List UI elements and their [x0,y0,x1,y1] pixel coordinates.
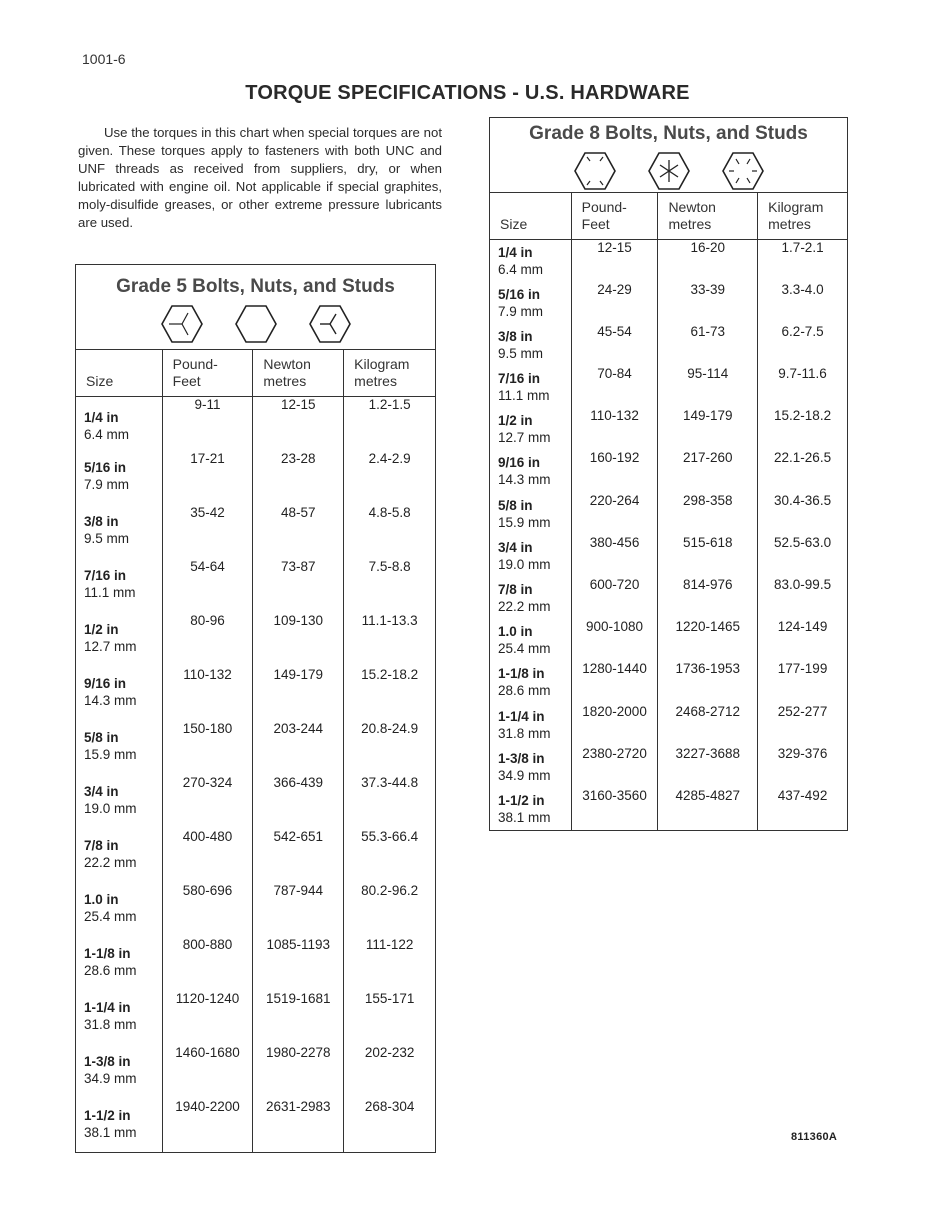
size-mm: 9.5 mm [84,530,130,546]
size-inch: 1.0 in [498,624,533,640]
pound-feet-value: 24-29 [571,282,658,324]
table-row [76,613,436,667]
size-cell [76,883,163,937]
size-cell [76,397,163,451]
hex-head-six-radial-icon [721,151,765,191]
newton-metres-value: 4285-4827 [658,788,758,830]
pound-feet-value: 1120-1240 [162,991,253,1045]
size-inch: 1/4 in [498,245,533,260]
size-inch: 1/2 in [84,621,119,637]
size-mm: 6.4 mm [84,427,130,442]
newton-metres-value: 787-944 [253,883,344,937]
hex-head-six-tick-icon [573,151,617,191]
pound-feet-value: 3160-3560 [571,788,658,830]
size-mm: 9.5 mm [498,345,544,361]
grade8-rows [490,240,848,831]
size-inch: 7/8 in [498,582,533,597]
newton-metres-value: 542-651 [253,829,344,883]
table-row [490,408,848,450]
size-cell [490,661,572,703]
size-mm: 31.8 mm [84,1016,137,1032]
table-row [76,721,436,775]
table-row [490,619,848,661]
kilogram-metres-value: 22.1-26.5 [758,450,848,492]
size-inch: 9/16 in [84,675,127,691]
pound-feet-value: 400-480 [162,829,253,883]
table-row [76,991,436,1045]
size-inch: 1-1/2 in [84,1107,131,1123]
intro-text: Use the torques in this chart when special torques are not given. These torques apply to fasteners with both UNC and UNF threads as received from suppliers, dry, or when lubricated with engine oil. Not applicable if special graphites, moly-disulfide greases, or other extreme pressure lubricants are used. [78,125,442,230]
newton-metres-value: 366-439 [253,775,344,829]
newton-metres-value: 95-114 [658,366,758,408]
newton-metres-value: 203-244 [253,721,344,775]
size-inch: 1-1/8 in [84,945,131,961]
kilogram-metres-value: 30.4-36.5 [758,493,848,535]
pound-feet-value: 70-84 [571,366,658,408]
newton-metres-value: 3227-3688 [658,746,758,788]
hex-head-three-marks-icon [160,304,204,344]
size-cell [490,704,572,746]
size-mm: 15.9 mm [498,514,551,530]
size-mm: 15.9 mm [84,746,137,762]
size-mm: 14.3 mm [84,692,137,708]
size-cell [76,559,163,613]
size-mm: 19.0 mm [84,800,137,816]
table-row [76,451,436,505]
size-inch: 1-1/2 in [498,792,545,808]
kilogram-metres-value: 3.3-4.0 [758,282,848,324]
page-number: 1001-6 [82,51,126,67]
kilogram-metres-value: 15.2-18.2 [758,408,848,450]
size-inch: 9/16 in [498,455,541,471]
pound-feet-value: 220-264 [571,493,658,535]
table-row [76,397,436,451]
size-inch: 1-1/4 in [84,999,131,1015]
size-mm: 38.1 mm [498,809,551,825]
newton-metres-value: 12-15 [253,397,344,451]
col-size: Size [490,193,572,240]
grade8-header [490,118,848,193]
table-row [490,282,848,324]
pound-feet-value: 110-132 [162,667,253,721]
pound-feet-value: 45-54 [571,324,658,366]
newton-metres-value: 1085-1193 [253,937,344,991]
pound-feet-value: 1460-1680 [162,1045,253,1099]
pound-feet-value: 80-96 [162,613,253,667]
newton-metres-value: 16-20 [658,240,758,282]
kilogram-metres-value: 80.2-96.2 [344,883,436,937]
newton-metres-value: 48-57 [253,505,344,559]
size-mm: 25.4 mm [84,908,137,924]
size-cell [490,240,572,282]
size-mm: 38.1 mm [84,1124,137,1140]
newton-metres-value: 1736-1953 [658,661,758,703]
kilogram-metres-value: 155-171 [344,991,436,1045]
kilogram-metres-value: 1.2-1.5 [344,397,436,451]
newton-metres-value: 814-976 [658,577,758,619]
table-row [76,883,436,937]
size-mm: 22.2 mm [498,599,551,614]
kilogram-metres-value: 6.2-7.5 [758,324,848,366]
size-inch: 7/8 in [84,837,119,853]
kilogram-metres-value: 252-277 [758,704,848,746]
kilogram-metres-value: 111-122 [344,937,436,991]
intro-paragraph [78,124,442,232]
hex-head-star-icon [647,151,691,191]
size-inch: 3/8 in [498,328,533,344]
size-cell [490,366,572,408]
pound-feet-value: 1280-1440 [571,661,658,703]
grade5-torque-table [75,264,436,1153]
col-size: Size [76,350,163,397]
size-cell [490,746,572,788]
kilogram-metres-value: 268-304 [344,1099,436,1153]
size-cell [76,721,163,775]
pound-feet-value: 900-1080 [571,619,658,661]
size-inch: 1-3/8 in [498,750,545,766]
newton-metres-value: 109-130 [253,613,344,667]
table-row [76,667,436,721]
table-row [490,493,848,535]
size-inch: 5/8 in [498,497,533,513]
size-mm: 12.7 mm [84,638,137,654]
size-cell [76,1045,163,1099]
pound-feet-value: 2380-2720 [571,746,658,788]
size-mm: 22.2 mm [84,854,137,870]
size-mm: 25.4 mm [498,641,551,657]
size-mm: 28.6 mm [498,683,551,699]
table-row [490,240,848,282]
size-inch: 3/4 in [84,783,119,799]
size-inch: 1/2 in [498,413,533,429]
table-row [76,829,436,883]
kilogram-metres-value: 9.7-11.6 [758,366,848,408]
size-cell [76,451,163,505]
kilogram-metres-value: 83.0-99.5 [758,577,848,619]
size-cell [76,613,163,667]
size-inch: 1-3/8 in [84,1053,131,1069]
newton-metres-value: 1980-2278 [253,1045,344,1099]
col-kilogram-metres: Kilogram metres [758,193,848,240]
grade5-header [76,265,436,350]
pound-feet-value: 1940-2200 [162,1099,253,1153]
kilogram-metres-value: 15.2-18.2 [344,667,436,721]
table-row [490,661,848,703]
pound-feet-value: 580-696 [162,883,253,937]
size-mm: 19.0 mm [498,556,551,572]
kilogram-metres-value: 437-492 [758,788,848,830]
grade8-torque-table [489,117,848,831]
pound-feet-value: 270-324 [162,775,253,829]
hex-head-radial-marks-icon [308,304,352,344]
kilogram-metres-value: 124-149 [758,619,848,661]
kilogram-metres-value: 20.8-24.9 [344,721,436,775]
col-newton-metres: Newton metres [658,193,758,240]
pound-feet-value: 110-132 [571,408,658,450]
kilogram-metres-value: 177-199 [758,661,848,703]
newton-metres-value: 2631-2983 [253,1099,344,1153]
kilogram-metres-value: 7.5-8.8 [344,559,436,613]
size-cell [490,408,572,450]
kilogram-metres-value: 4.8-5.8 [344,505,436,559]
size-cell [76,991,163,1045]
size-inch: 3/8 in [84,513,119,529]
table-row [490,704,848,746]
size-inch: 5/8 in [84,729,119,745]
grade5-title: Grade 5 Bolts, Nuts, and Studs [116,276,395,297]
pound-feet-value: 35-42 [162,505,253,559]
table-row [76,559,436,613]
size-mm: 14.3 mm [498,472,551,488]
size-mm: 7.9 mm [84,476,130,492]
size-mm: 31.8 mm [498,725,551,741]
size-cell [490,450,572,492]
size-mm: 7.9 mm [498,303,544,319]
page-title: TORQUE SPECIFICATIONS - U.S. HARDWARE [245,82,690,104]
size-cell [490,619,572,661]
newton-metres-value: 1220-1465 [658,619,758,661]
size-inch: 7/16 in [84,567,127,583]
size-inch: 5/16 in [498,286,541,302]
size-inch: 3/4 in [498,539,533,555]
newton-metres-value: 298-358 [658,493,758,535]
table-row [490,535,848,577]
size-inch: 1-1/4 in [498,708,545,724]
pound-feet-value: 54-64 [162,559,253,613]
pound-feet-value: 160-192 [571,450,658,492]
kilogram-metres-value: 2.4-2.9 [344,451,436,505]
size-mm: 34.9 mm [498,767,551,783]
grade5-rows [76,397,436,1153]
pound-feet-value: 800-880 [162,937,253,991]
pound-feet-value: 150-180 [162,721,253,775]
size-cell [76,775,163,829]
kilogram-metres-value: 52.5-63.0 [758,535,848,577]
newton-metres-value: 149-179 [658,408,758,450]
table-row [76,1099,436,1153]
kilogram-metres-value: 202-232 [344,1045,436,1099]
newton-metres-value: 23-28 [253,451,344,505]
table-row [76,775,436,829]
size-cell [490,324,572,366]
table-row [490,746,848,788]
newton-metres-value: 515-618 [658,535,758,577]
newton-metres-value: 61-73 [658,324,758,366]
newton-metres-value: 217-260 [658,450,758,492]
size-cell [76,667,163,721]
pound-feet-value: 12-15 [571,240,658,282]
table-row [490,788,848,830]
table-row [76,937,436,991]
pound-feet-value: 1820-2000 [571,704,658,746]
size-cell [76,937,163,991]
pound-feet-value: 380-456 [571,535,658,577]
table-row [490,450,848,492]
pound-feet-value: 17-21 [162,451,253,505]
kilogram-metres-value: 37.3-44.8 [344,775,436,829]
size-mm: 12.7 mm [498,430,551,446]
col-pound-feet: Pound- Feet [162,350,253,397]
table-row [76,1045,436,1099]
size-cell [490,577,572,619]
size-mm: 11.1 mm [498,388,550,404]
kilogram-metres-value: 11.1-13.3 [344,613,436,667]
newton-metres-value: 2468-2712 [658,704,758,746]
size-mm: 28.6 mm [84,962,137,978]
kilogram-metres-value: 1.7-2.1 [758,240,848,282]
newton-metres-value: 73-87 [253,559,344,613]
size-cell [76,829,163,883]
size-cell [76,1099,163,1153]
pound-feet-value: 600-720 [571,577,658,619]
size-cell [76,505,163,559]
size-inch: 1-1/8 in [498,666,545,682]
size-mm: 34.9 mm [84,1070,137,1086]
kilogram-metres-value: 55.3-66.4 [344,829,436,883]
size-cell [490,788,572,830]
col-newton-metres: Newton metres [253,350,344,397]
col-kilogram-metres: Kilogram metres [344,350,436,397]
table-row [490,324,848,366]
grade8-title: Grade 8 Bolts, Nuts, and Studs [529,123,808,144]
size-inch: 1/4 in [84,410,119,425]
table-row [76,505,436,559]
table-row [490,577,848,619]
size-inch: 7/16 in [498,371,541,387]
size-inch: 5/16 in [84,459,127,475]
size-mm: 6.4 mm [498,262,544,277]
newton-metres-value: 1519-1681 [253,991,344,1045]
size-inch: 1.0 in [84,891,119,907]
hex-head-plain-icon [234,304,278,344]
size-mm: 11.1 mm [84,584,136,600]
table-row [490,366,848,408]
pound-feet-value: 9-11 [162,397,253,451]
newton-metres-value: 33-39 [658,282,758,324]
size-cell [490,493,572,535]
col-pound-feet: Pound- Feet [571,193,658,240]
figure-id: 811360A [791,1131,838,1143]
size-cell [490,535,572,577]
kilogram-metres-value: 329-376 [758,746,848,788]
newton-metres-value: 149-179 [253,667,344,721]
size-cell [490,282,572,324]
